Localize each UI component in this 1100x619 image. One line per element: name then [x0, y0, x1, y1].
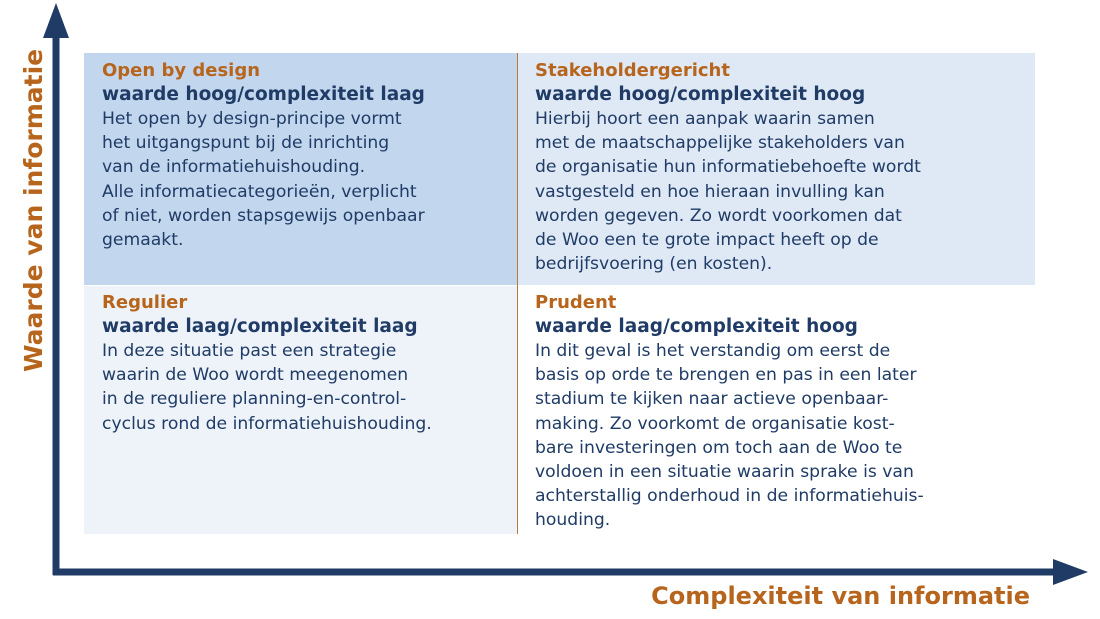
quadrant-regulier [84, 285, 517, 534]
body-line: voldoen in een situatie waarin sprake is van [535, 462, 914, 483]
body-line: basis op orde te brengen en pas in een later [535, 365, 917, 386]
body-line: of niet, worden stapsgewijs openbaar [102, 205, 425, 226]
body-line: worden gegeven. Zo wordt voorkomen dat [535, 205, 902, 226]
quadrant-body [535, 107, 1025, 276]
quadrant-subtitle: waarde hoog/complexiteit hoog [535, 84, 866, 105]
body-line: houding. [535, 510, 611, 531]
quadrant-prudent [517, 285, 1035, 534]
body-line: van de informatiehuishouding. [102, 157, 366, 178]
quadrant-open-by-design [84, 53, 517, 285]
body-line: In dit geval is het verstandig om eerst de [535, 341, 891, 361]
quadrant-title: Open by design [102, 60, 261, 81]
body-line: making. Zo voorkomt de organisatie kost- [535, 413, 895, 434]
quadrant-body [535, 339, 1025, 533]
body-line: cyclus rond de informatiehuishouding. [102, 413, 432, 434]
quadrant-stakeholdergericht [517, 53, 1035, 285]
body-line: Alle informatiecategorieën, verplicht [102, 181, 417, 202]
body-line: gemaakt. [102, 230, 184, 251]
quadrant-body [102, 107, 507, 252]
y-axis-label: Waarde van informatie [19, 48, 48, 372]
quadrant-title: Regulier [102, 292, 188, 313]
body-line: de Woo een te grote impact heeft op de [535, 230, 879, 251]
body-line: de organisatie hun informatiebehoefte wordt [535, 157, 921, 178]
body-line: met de maatschappelijke stakeholders van [535, 133, 905, 154]
body-line: Het open by design-principe vormt [102, 109, 402, 129]
body-line: Hierbij hoort een aanpak waarin samen [535, 109, 875, 129]
body-line: vastgesteld en hoe hieraan invulling kan [535, 181, 885, 202]
x-axis-label: Complexiteit van informatie [651, 582, 1030, 610]
body-line: In deze situatie past een strategie [102, 341, 397, 361]
body-line: stadium te kijken naar actieve openbaar- [535, 389, 889, 410]
vertical-divider [517, 53, 518, 534]
body-line: in de reguliere planning-en-control- [102, 389, 407, 410]
body-line: achterstallig onderhoud in de informatiehuis- [535, 486, 924, 507]
quadrant-title: Prudent [535, 292, 617, 313]
x-axis-arrowhead [1053, 559, 1088, 585]
quadrant-subtitle: waarde hoog/complexiteit laag [102, 84, 425, 105]
body-line: bedrijfsvoering (en kosten). [535, 254, 773, 275]
body-line: het uitgangspunt bij de inrichting [102, 133, 390, 154]
y-axis-arrowhead [43, 3, 69, 38]
quadrant-subtitle: waarde laag/complexiteit hoog [535, 316, 858, 337]
body-line: bare investeringen om toch aan de Woo te [535, 437, 903, 458]
quadrant-body [102, 339, 507, 436]
body-line: waarin de Woo wordt meegenomen [102, 365, 409, 386]
quadrant-title: Stakeholdergericht [535, 60, 730, 81]
quadrant-subtitle: waarde laag/complexiteit laag [102, 316, 418, 337]
horizontal-divider [84, 285, 1035, 286]
